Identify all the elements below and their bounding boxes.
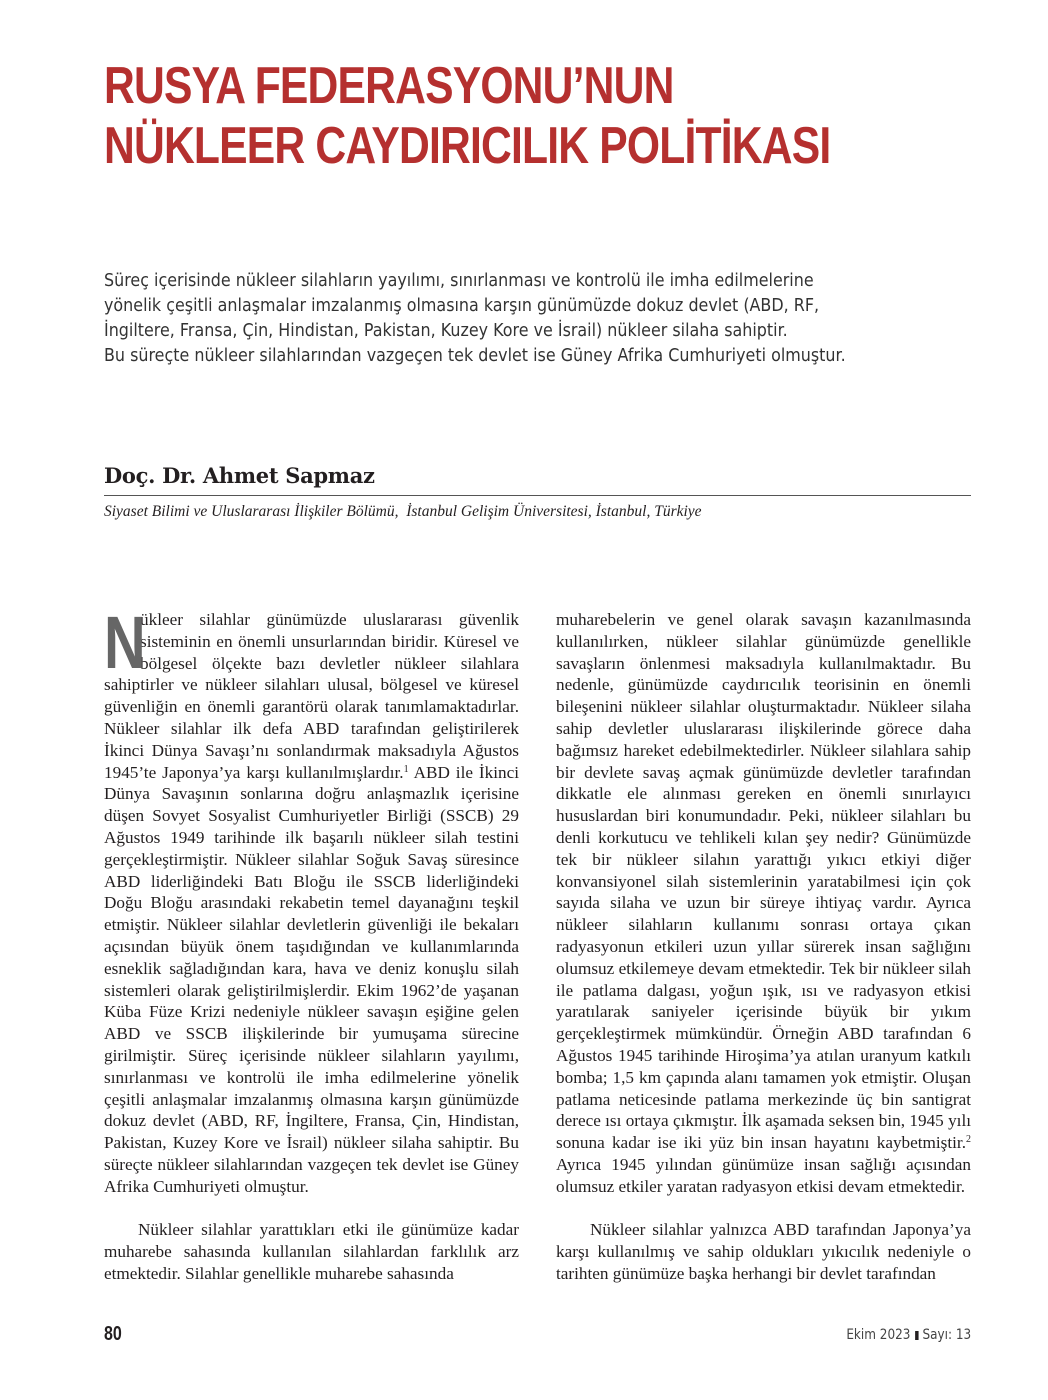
article-title-line-1: RUSYA FEDERASYONU’NUN xyxy=(104,57,674,115)
author-affiliation: Siyaset Bilimi ve Uluslararası İlişkiler Bölümü, İstanbul Gelişim Üniversitesi, İstanbul, Türkiye xyxy=(104,503,702,520)
author-name: Doç. Dr. Ahmet Sapmaz xyxy=(104,463,375,488)
lead-line: Süreç içerisinde nükleer silahların yayılımı, sınırlanması ve kontrolü ile imha edilmelerine xyxy=(104,270,814,291)
paragraph-text: ükleer silahlar günümüzde uluslararası güvenlik sisteminin en önemli unsurlarından biridir. Küresel ve bölgesel ölçekte bazı devletler nükleer silahlara sahiptirler ve nükleer silahları ulusal, bölgesel ve küresel güvenliğin en önemli garantörü olarak tanımlamaktadırlar. Nükleer silahlar ilk defa ABD tarafından geliştirilerek İkinci Dünya Savaşı’nı sonlandırmak maksadıyla Ağustos 1945’te Japonya’ya karşı kullanılmışlardır. xyxy=(104,610,519,782)
body-column-right xyxy=(556,609,971,1285)
body-paragraph xyxy=(556,609,971,1198)
page-number: 80 xyxy=(104,1323,122,1345)
article-title-line-2: NÜKLEER CAYDIRICILIK POLİTİKASI xyxy=(104,117,831,175)
paragraph-text: ABD ile İkinci Dünya Savaşının sonlarına doğru anlaşmazlık içerisine düşen Sovyet Sosyalist Cumhuriyetler Birliği (SSCB) 29 Ağustos 1949 tarihinde ilk başarılı nükleer silah testini gerçekleştirmiştir. Nükleer silahlar Soğuk Savaş süresince ABD liderliğindeki Batı Bloğu ile SSCB liderliğindeki Doğu Bloğu arasındaki rekabetin temel dayanağını teşkil etmiştir. Nükleer silahlar devletlerin güvenliği ile bekaları açısından büyük önem taşıdığından ve kullanımlarında esneklik sağladığından kara, hava ve deniz konuşlu silah sistemleri olarak geliştirilmişlerdir. Ekim 1962’de yaşanan Küba Füze Krizi nedeniyle nükleer savaşın eşiğine gelen ABD ve SSCB ilişkilerinde bir yumuşama sürecine girilmiştir. Süreç içerisinde nükleer silahların yayılımı, sınırlanması ve kontrolü ile imha edilmelerine yönelik çeşitli anlaşmalar imzalanmış olmasına karşın günümüzde dokuz devlet (ABD, RF, İngiltere, Fransa, Çin, Hindistan, Pakistan, Kuzey Kore ve İsrail) nükleer silaha sahiptir. Bu süreçte nükleer silahlarından vazgeçen tek devlet ise Güney Afrika Cumhuriyeti olmuştur. xyxy=(104,762,520,1196)
body-column-left xyxy=(104,601,520,1285)
separator-bullet-icon xyxy=(915,1331,918,1340)
body-paragraph xyxy=(556,1219,971,1284)
footnote-ref-2[interactable]: 2 xyxy=(966,1134,971,1146)
paragraph-text: Nükleer silahlar yalnızca ABD tarafından Japonya’ya karşı kullanılmış ve sahip oldukları yıkıcılık nedeniyle o tarihten günümüze başka herhangi bir devlet tarafından xyxy=(556,1220,971,1283)
paragraph-text: muharebelerin ve genel olarak savaşın kazanılmasında kullanılırken, nükleer silahlar günümüzde genellikle savaşların önlenmesi maksadıyla kullanılmaktadır. Bu nedenle, günümüzde caydırıcılık teorisinin en önemli bileşenini nükleer silahlar oluşturmaktadır. Nükleer silaha sahip devletler uluslararası ilişkilerinde görece daha bağımsız hareket edebilmektedirler. Nükleer silahlara sahip bir devlete savaş açmak günümüzde devletler tarafından dikkatle ele alınması gereken en önemli sınırlayıcı hususlardan biri konumundadır. Peki, nükleer silahları bu denli korkutucu ve tehlikeli kılan şey nedir? Günümüzde tek bir nükleer silahın yarattığı yıkıcı etkiyi diğer konvansiyonel silah sistemlerinin yaratabilmesi için çok sayıda silaha ve uzun bir süreye ihtiyaç vardır. Ayrıca nükleer silahların kullanımı sonrası ortaya çıkan radyasyonun etkileri uzun yıllar sürerek insan sağlığını olumsuz etkilemeye devam etmektedir. Tek bir nükleer silah ile patlama dalgası, yoğun ışık, ısı ve radyasyon etkisi yaratılarak saniyeler içerisinde büyük bir yıkım gerçekleştirmek mümkündür. Örneğin ABD tarafından 6 Ağustos 1945 tarihinde Hiroşima’ya atılan uranyum katkılı bomba; 1,5 km çapında alanı tamamen yok etmiştir. Oluşan patlama neticesinde patlama merkezinde üç bin santigrat derece ısı ortaya çıkmıştır. İlk aşamada seksen bin, 1945 yılı sonuna kadar ise iki yüz bin insan hayatını kaybetmiştir. xyxy=(556,610,971,1153)
paragraph-text: Ayrıca 1945 yılından günümüze insan sağlığı açısından olumsuz etkiler yaratan radyasyon etkisi devam etmektedir. xyxy=(556,1154,971,1196)
footnote-ref-1[interactable]: 1 xyxy=(403,763,409,775)
body-paragraph xyxy=(104,1219,519,1284)
lead-line: Bu süreçte nükleer silahlarından vazgeçen tek devlet ise Güney Afrika Cumhuriyeti olmuştur. xyxy=(104,345,846,366)
drop-cap: N xyxy=(104,601,146,684)
author-divider xyxy=(104,495,971,496)
issue-number: Sayı: 13 xyxy=(922,1327,971,1343)
body-paragraph xyxy=(104,601,520,1198)
issue-month: Ekim 2023 xyxy=(846,1327,911,1343)
paragraph-text: Nükleer silahlar yarattıkları etki ile günümüze kadar muharebe sahasında kullanılan silahlardan farklılık arz etmektedir. Silahlar genellikle muharebe sahasında xyxy=(104,1220,519,1283)
article-title xyxy=(104,56,830,176)
article-lead xyxy=(104,268,901,368)
lead-line: İngiltere, Fransa, Çin, Hindistan, Pakistan, Kuzey Kore ve İsrail) nükleer silaha sahiptir. xyxy=(104,320,788,341)
issue-info xyxy=(846,1326,971,1344)
lead-line: yönelik çeşitli anlaşmalar imzalanmış olmasına karşın günümüzde dokuz devlet (ABD, RF, xyxy=(104,295,820,316)
